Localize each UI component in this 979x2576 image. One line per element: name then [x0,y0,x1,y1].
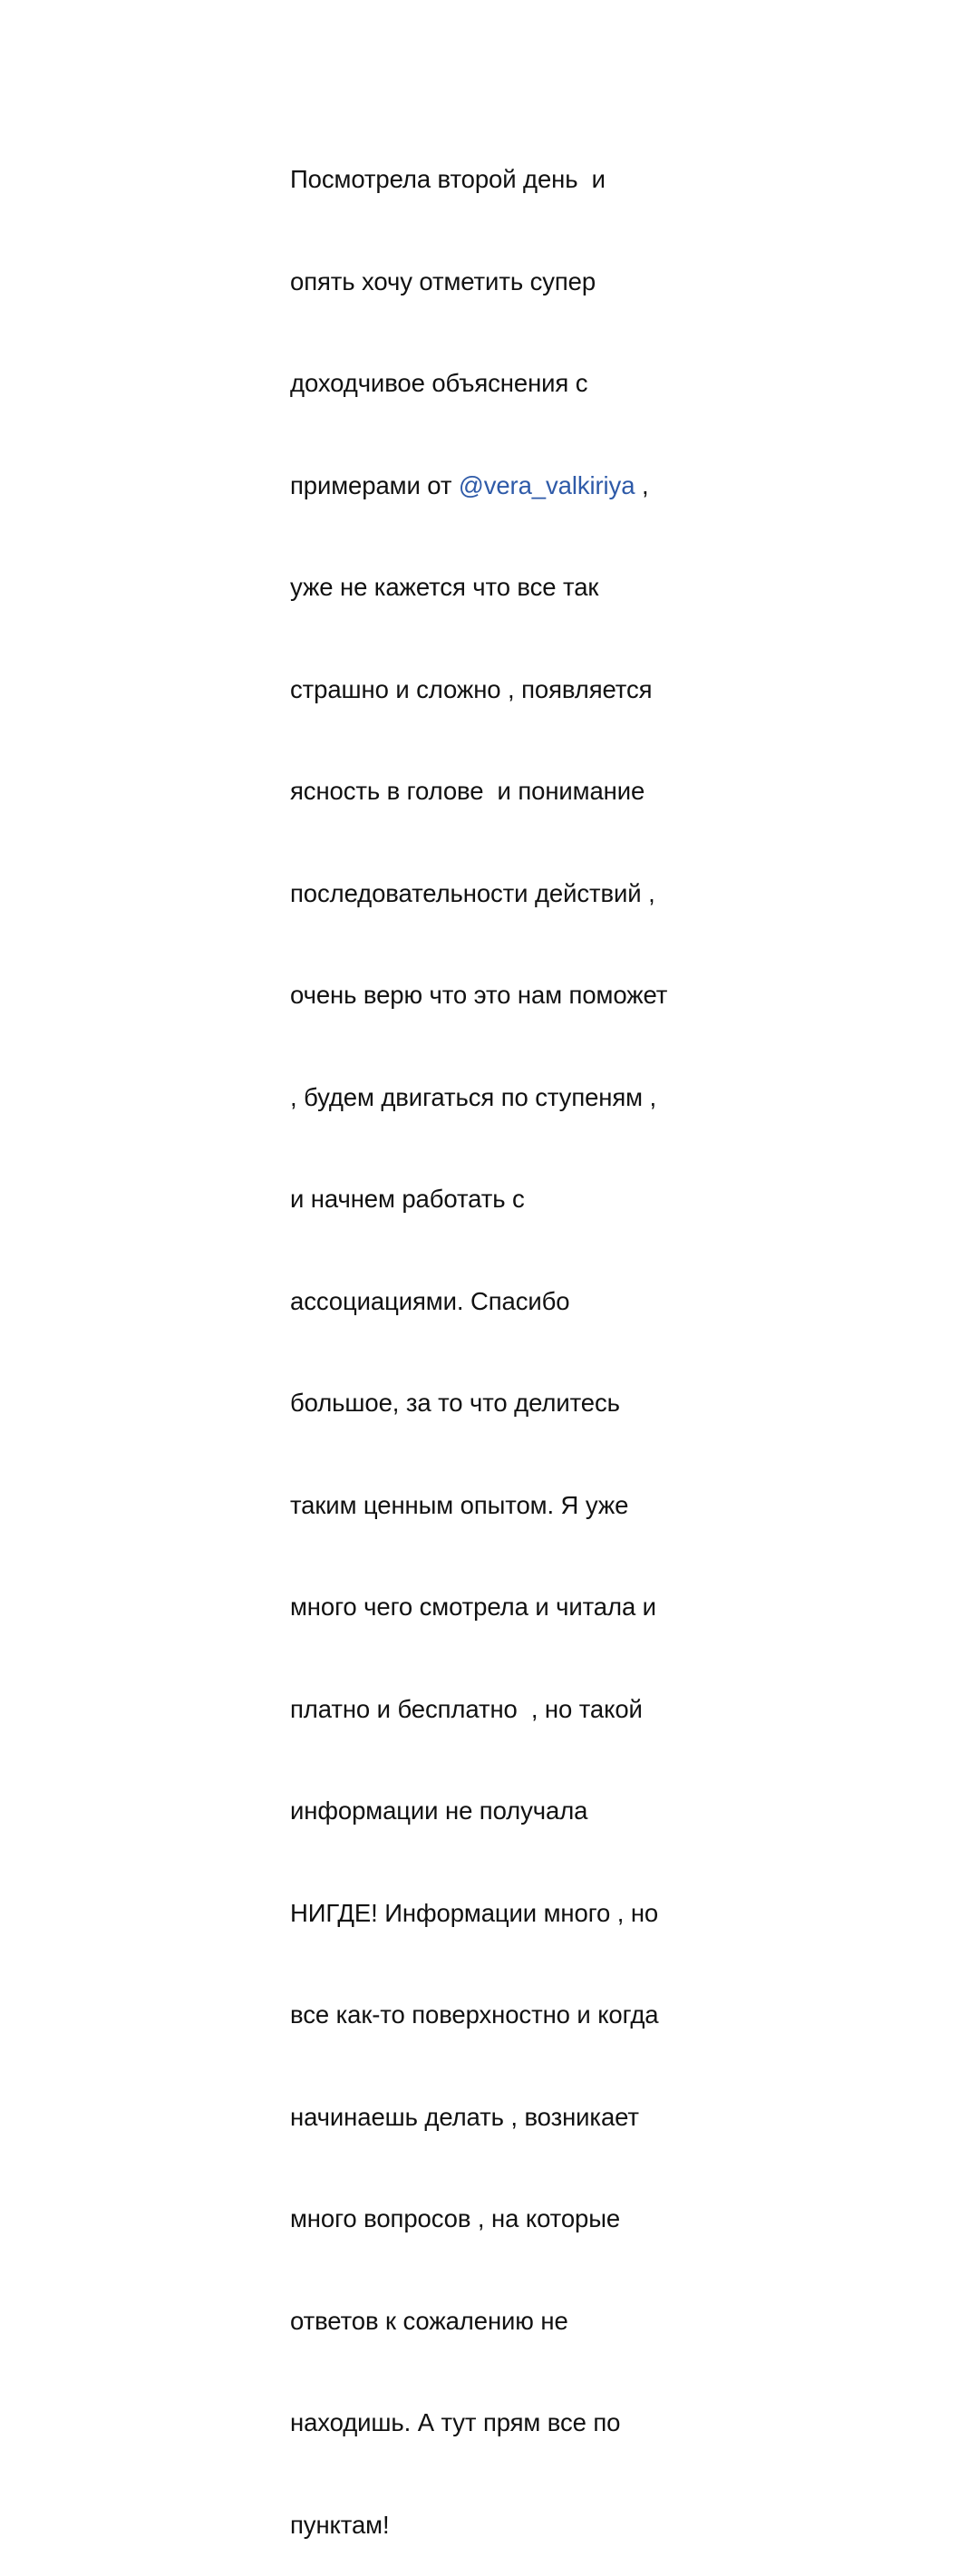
message-line-10: , будем двигаться по ступеням , [290,1082,657,1111]
message-line-13: большое, за то что делитесь [290,1389,620,1417]
message-line-18: НИГДЕ! Информации много , но [290,1898,659,1927]
message-line-12: ассоциациями. Спасибо [290,1286,570,1315]
message-line-24: пунктам! [290,2510,390,2539]
message-line-8: последовательности действий , [290,878,655,907]
message-line-15: много чего смотрела и читала и [290,1593,656,1621]
message-line-23: находишь. А тут прям все по [290,2408,621,2436]
message-line-21: много вопросов , на которые [290,2204,621,2232]
message-line-17: информации не получала [290,1796,588,1825]
message-line-6: страшно и сложно , появляется [290,674,653,703]
message-line-11: и начнем работать с [290,1185,525,1213]
message-line-1: Посмотрела второй день и [290,165,606,193]
message-line-14: таким ценным опытом. Я уже [290,1490,629,1519]
message-line-7: ясность в голове и понимание [290,777,645,805]
mention-prefix: примерами от [290,470,459,499]
message-line-4 [290,469,716,503]
mention-suffix: , [635,470,649,499]
message-text [290,94,716,2576]
message-line-19: все как-то поверхностно и когда [290,2000,659,2029]
message-line-3: доходчивое объяснения с [290,369,588,397]
message-line-22: ответов к сожалению не [290,2306,568,2335]
message-line-16: платно и бесплатно , но такой [290,1694,643,1723]
message-line-20: начинаешь делать , возникает [290,2102,639,2131]
user-mention-link[interactable]: @vera_valkiriya [458,470,635,499]
message-line-9: очень верю что это нам поможет [290,981,668,1009]
message-line-5: уже не кажется что все так [290,573,599,601]
message-line-2: опять хочу отметить супер [290,266,596,295]
